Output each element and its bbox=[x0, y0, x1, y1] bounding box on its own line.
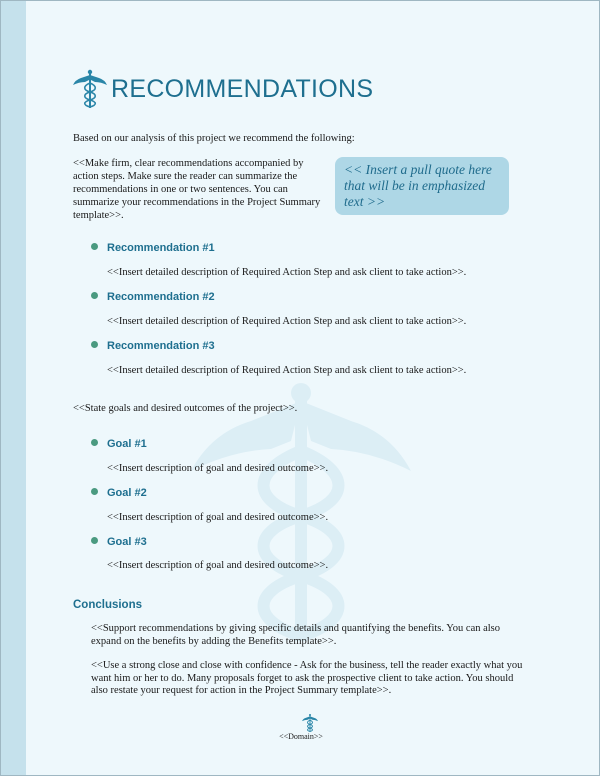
bullet-icon bbox=[91, 439, 98, 446]
page-title: RECOMMENDATIONS bbox=[111, 74, 374, 103]
conclusions-heading: Conclusions bbox=[73, 599, 143, 611]
goal-description: <<Insert description of goal and desired outcome>>. bbox=[107, 560, 329, 571]
pull-quote: << Insert a pull quote here that will be in emphasized text >> bbox=[335, 157, 509, 215]
bullet-icon bbox=[91, 488, 98, 495]
bullet-icon bbox=[91, 292, 98, 299]
left-margin-band bbox=[1, 1, 26, 775]
goal-heading: Goal #1 bbox=[91, 438, 147, 450]
bullet-icon bbox=[91, 341, 98, 348]
recommendation-heading: Recommendation #1 bbox=[91, 242, 215, 254]
bullet-icon bbox=[91, 243, 98, 250]
footer-domain: <<Domain>> bbox=[279, 732, 323, 741]
intro-text: Based on our analysis of this project we recommend the following: bbox=[73, 133, 355, 144]
caduceus-icon bbox=[73, 69, 107, 109]
recommendation-heading: Recommendation #2 bbox=[91, 291, 215, 303]
recommendation-description: <<Insert detailed description of Required Action Step and ask client to take action>>. bbox=[107, 316, 467, 327]
page-header bbox=[73, 69, 373, 109]
goals-intro-text: <<State goals and desired outcomes of the project>>. bbox=[73, 403, 298, 414]
goal-description: <<Insert description of goal and desired outcome>>. bbox=[107, 463, 329, 474]
bullet-icon bbox=[91, 537, 98, 544]
goal-description: <<Insert description of goal and desired outcome>>. bbox=[107, 512, 329, 523]
caduceus-icon bbox=[302, 713, 318, 733]
conclusions-paragraph: <<Support recommendations by giving specific details and quantifying the benefits. You can also expand on the benefits by adding the Benefits template>>. bbox=[91, 623, 501, 647]
caduceus-watermark-icon bbox=[191, 381, 411, 641]
recommendation-description: <<Insert detailed description of Required Action Step and ask client to take action>>. bbox=[107, 365, 467, 376]
goal-heading: Goal #2 bbox=[91, 487, 147, 499]
lead-paragraph: <<Make firm, clear recommendations accompanied by action steps. Make sure the reader can summarize the recommendations in one or two sentences. You can summarize your recommendations in the Project Summary template>>. bbox=[73, 158, 321, 221]
conclusions-paragraph: <<Use a strong close and close with confidence - Ask for the business, tell the reader exactly what you want him or her to do. Many proposals forget to ask the prospective client to take action. You should also restate your request for action in the Project Summary template>>. bbox=[91, 660, 523, 696]
recommendation-description: <<Insert detailed description of Required Action Step and ask client to take action>>. bbox=[107, 267, 467, 278]
recommendation-heading: Recommendation #3 bbox=[91, 340, 215, 352]
goal-heading: Goal #3 bbox=[91, 536, 147, 548]
